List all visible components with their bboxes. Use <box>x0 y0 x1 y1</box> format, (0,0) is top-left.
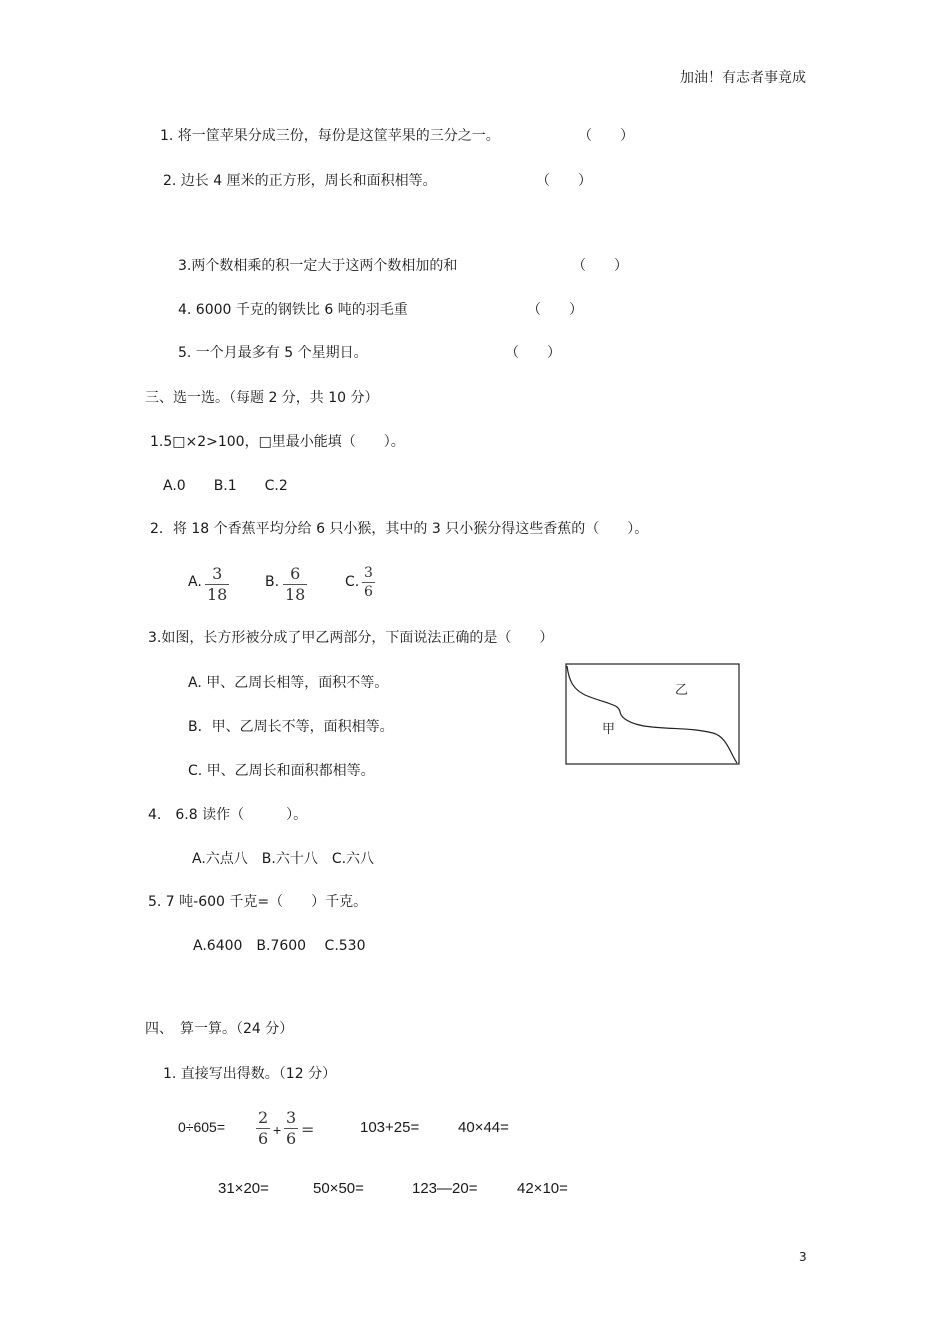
choose-q5: 5. 7 吨-600 千克=（ ）千克。 <box>148 894 368 910</box>
choose-q4-options: A.六点八 B.六十八 C.六八 <box>192 851 375 867</box>
choose-q2-option-a-fraction <box>205 566 229 603</box>
fraction-numerator: 2 <box>258 1108 269 1127</box>
fraction-denominator: 18 <box>285 585 306 604</box>
calc-expr-3: 103+25= <box>360 1119 420 1136</box>
fraction-numerator: 3 <box>212 564 223 583</box>
choose-q2-option-c-fraction <box>362 566 375 599</box>
judge-q4: 4. 6000 千克的钢铁比 6 吨的羽毛重 <box>178 302 408 318</box>
judge-q5-paren: （ ） <box>505 345 561 361</box>
calc-expr-2-plus: + <box>273 1122 282 1138</box>
judge-q1: 1. 将一筐苹果分成三份，每份是这筐苹果的三分之一。 <box>160 128 500 144</box>
choose-q3-option-c: C. 甲、乙周长和面积都相等。 <box>188 763 375 779</box>
fraction-bar <box>362 582 375 583</box>
calc-expr-2-equals: = <box>301 1120 315 1139</box>
header-motto: 加油！有志者事竟成 <box>680 70 806 86</box>
judge-q3: 3.两个数相乘的积一定大于这两个数相加的和 <box>178 258 458 274</box>
choose-q3: 3.如图，长方形被分成了甲乙两部分，下面说法正确的是（ ） <box>148 630 554 646</box>
choose-q1: 1.5□×2>100，□里最小能填（ ）。 <box>150 434 405 450</box>
judge-q1-paren: （ ） <box>578 128 634 144</box>
judge-q4-paren: （ ） <box>527 302 583 318</box>
choose-q2-option-b-fraction <box>283 566 307 603</box>
calc-expr-2-fraction-2 <box>284 1110 298 1147</box>
judge-q2-paren: （ ） <box>536 173 592 189</box>
fraction-numerator: 6 <box>290 564 301 583</box>
judge-q2: 2. 边长 4 厘米的正方形，周长和面积相等。 <box>163 173 437 189</box>
section-choose-title: 三、选一选。（每题 2 分，共 10 分） <box>145 390 379 406</box>
choose-q3-option-a: A. 甲、乙周长相等，面积不等。 <box>188 675 389 691</box>
rectangle-division-figure <box>565 663 741 766</box>
choose-q4: 4. 6.8 读作（ ）。 <box>148 807 308 823</box>
section-calc-title: 四、 算一算。（24 分） <box>145 1021 294 1037</box>
calc-expr-4: 40×44= <box>458 1119 509 1136</box>
choose-q3-option-b: B．甲、乙周长不等，面积相等。 <box>188 719 394 735</box>
fraction-denominator: 6 <box>364 584 373 600</box>
choose-q2: 2．将 18 个香蕉平均分给 6 只小猴，其中的 3 只小猴分得这些香蕉的（ ）。 <box>150 521 649 537</box>
fraction-numerator: 3 <box>364 565 373 581</box>
fraction-denominator: 6 <box>258 1129 269 1148</box>
figure-label-yi: 乙 <box>675 683 689 698</box>
page-number: 3 <box>799 1250 807 1264</box>
choose-q2-option-b-label: B. <box>265 574 280 590</box>
choose-q5-options: A.6400 B.7600 C.530 <box>193 938 366 954</box>
calc-subtitle: 1. 直接写出得数。（12 分） <box>163 1066 337 1082</box>
figure-label-jia: 甲 <box>602 722 616 737</box>
rectangle-outline <box>566 664 739 764</box>
calc-expr-6: 50×50= <box>313 1180 364 1197</box>
fraction-numerator: 3 <box>286 1108 297 1127</box>
calc-expr-1: 0÷605= <box>178 1119 226 1135</box>
choose-q2-option-c-label: C. <box>345 574 360 590</box>
judge-q5: 5. 一个月最多有 5 个星期日。 <box>178 345 368 361</box>
fraction-denominator: 18 <box>207 585 228 604</box>
calc-expr-7: 123—20= <box>412 1180 478 1197</box>
dividing-curve <box>567 666 737 763</box>
fraction-denominator: 6 <box>286 1129 297 1148</box>
judge-q3-paren: （ ） <box>572 258 628 274</box>
calc-expr-8: 42×10= <box>517 1180 568 1197</box>
choose-q2-option-a-label: A. <box>188 574 202 590</box>
calc-expr-2-fraction-1 <box>256 1110 270 1147</box>
choose-q1-options: A.0 B.1 C.2 <box>163 478 288 494</box>
calc-expr-5: 31×20= <box>218 1180 269 1197</box>
